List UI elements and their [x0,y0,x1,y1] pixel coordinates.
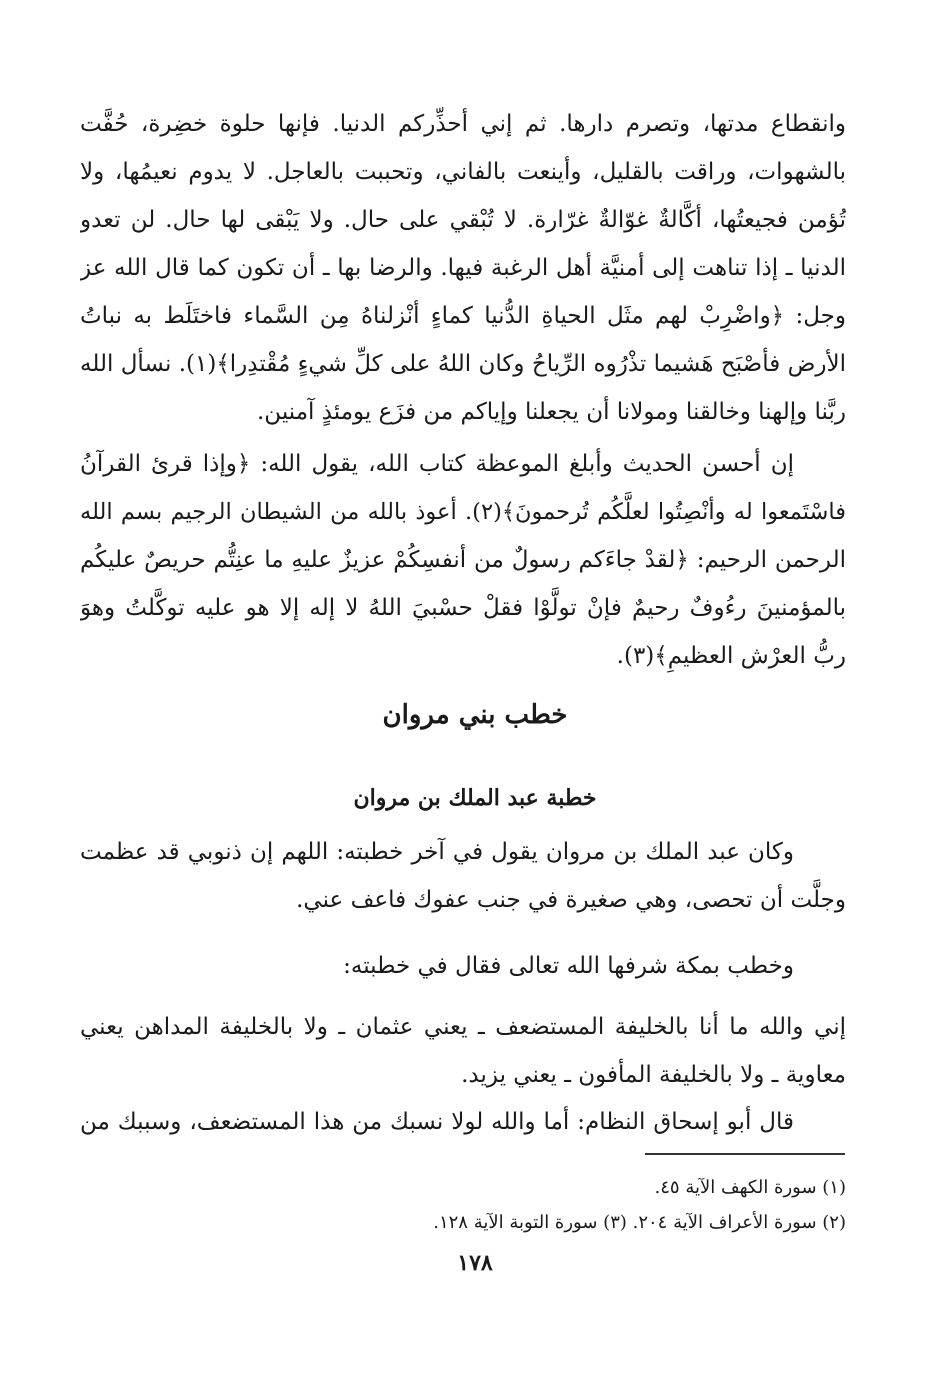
text-line: الدنيا ـ إذا تناهت إلى أمنيَّة أهل الرغبة فيها. والرضا بها ـ أن تكون كما قال الله عز [80,255,846,281]
text-line: الأرض فأصْبَح هَشيما تذْرُوه الرِّياحُ وكان اللهُ على كلِّ شيءٍ مُقْتدِرا﴾(١). نسأل الله [80,351,846,377]
text-line: معاوية ـ ولا بالخليفة المأفون ـ يعني يزيد. [461,1062,846,1088]
text-line: إن أحسن الحديث وأبلغ الموعظة كتاب الله، يقول الله: ﴿وإذا قرئ القرآنُ [80,451,794,477]
paragraph-4 [80,942,846,990]
text-line: وجلَّت أن تحصى، وهي صغيرة في جنب عفوك فاعف عني. [296,887,846,913]
page-number: ١٧٨ [457,1250,493,1276]
text-line: تُؤمن فجيعتُها، أكَّالةٌ غوّالةٌ غرّارة. لا تُبْقي على حال. ولا يَبْقى لها حال. لن تعدو [80,207,846,233]
footnote: (٢) سورة الأعراف الآية ٢٠٤. (٣) سورة التوبة الآية ١٢٨. [433,1212,846,1233]
text-line: وخطب بمكة شرفها الله تعالى فقال في خطبته: [343,953,794,979]
footnotes [80,1170,846,1240]
text-line: بالشهوات، وراقت بالقليل، وأينعت بالفاني، وتحببت بالعاجل. لا يدوم نعيمُها، ولا [80,159,846,185]
text-line: ربُّ العرْش العظيمِ﴾(٣). [616,643,846,669]
footnote-divider [645,1153,845,1155]
paragraph-5 [80,1003,846,1099]
text-line: وانقطاع مدتها، وتصرم دارها. ثم إني أحذِّركم الدنيا. فإنها حلوة خضِرة، حُفَّت [80,111,846,137]
paragraph-3 [80,828,846,924]
paragraph-1 [80,100,846,436]
text-line: وكان عبد الملك بن مروان يقول في آخر خطبته: اللهم إن ذنوبي قد عظمت [80,839,794,865]
text-line: وجل: ﴿واضْرِبْ لهم مثَل الحياةِ الدُّنيا كماءٍ أنْزلناهُ مِن السَّماء فاختَلَط به نباتُ [80,303,846,329]
paragraph-2 [80,440,846,680]
text-line: بالمؤمنينَ رءُوفٌ رحيمٌ فإنْ تولَّوْا فقلْ حسْبيَ اللهُ لا إله إلا هو عليه توكَّلتُ وهوَ [80,595,846,621]
paragraph-6 [80,1098,846,1146]
text-line: إني والله ما أنا بالخليفة المستضعف ـ يعني عثمان ـ ولا بالخليفة المداهن يعني [80,1014,846,1040]
text-line: قال أبو إسحاق النظام: أما والله لولا نسبك من هذا المستضعف، وسببك من [80,1109,794,1135]
text-line: الرحمن الرحيم: ﴿لقدْ جاءَكم رسولٌ من أنفسِكُمْ عزيزٌ عليهِ ما عنِتُّم حريصٌ عليكُم [80,547,846,573]
text-line: ربَّنا وإلهنا وخالقنا ومولانا أن يجعلنا وإياكم من فزَع يومئذٍ آمنين. [257,399,846,425]
text-line: فاسْتَمعوا له وأنْصِتُوا لعلَّكُم تُرحمونَ﴾(٢). أعوذ بالله من الشيطان الرجيم بسم الله [80,499,846,525]
section-heading: خطب بني مروان [382,700,568,730]
subsection-heading: خطبة عبد الملك بن مروان [353,785,597,811]
footnote: (١) سورة الكهف الآية ٤٥. [654,1177,846,1198]
